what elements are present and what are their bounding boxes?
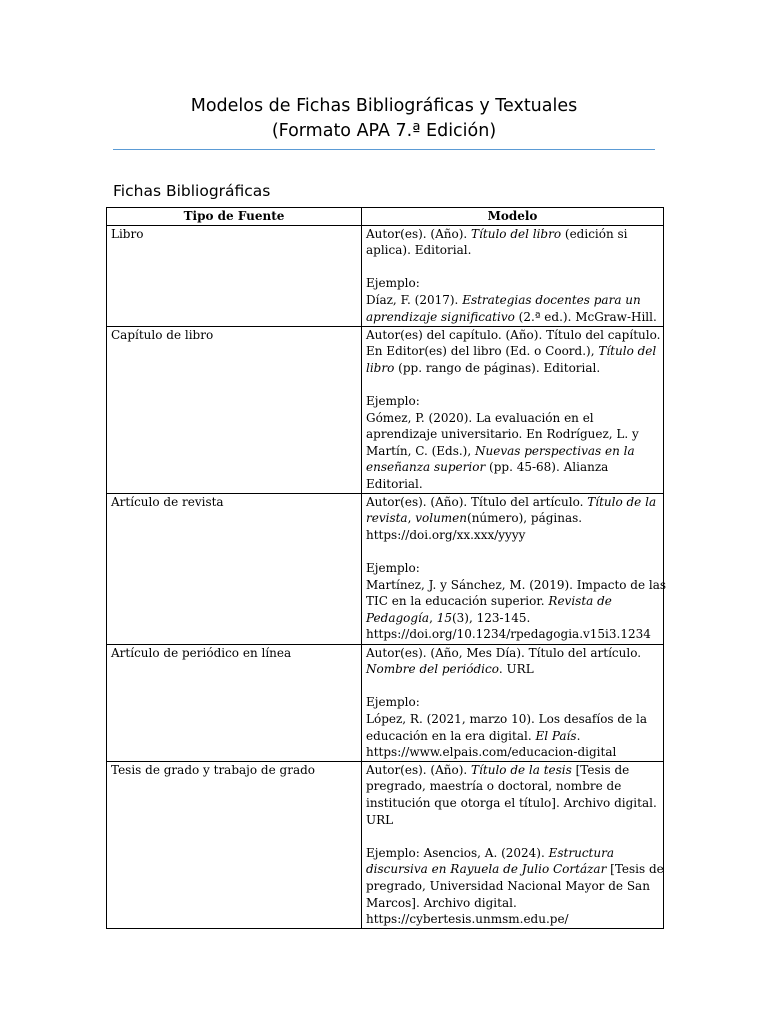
model-text-line (366, 560, 659, 577)
table-row (107, 493, 664, 644)
model-text-line (366, 661, 659, 678)
model-cell (362, 225, 664, 326)
model-text-line (366, 911, 659, 928)
italic-text-segment: revista (366, 511, 408, 526)
italic-text-segment: enseñanza superior (366, 460, 486, 475)
text-segment: Marcos]. Archivo digital. (366, 895, 517, 910)
model-cell (362, 493, 667, 644)
italic-text-segment: 15 (436, 610, 452, 625)
italic-text-segment: Estructura (548, 845, 614, 860)
table-header-row (107, 208, 664, 226)
table-row (107, 225, 664, 326)
model-text-line (366, 343, 659, 360)
italic-text-segment: Título de la tesis (471, 762, 572, 777)
text-segment: . (576, 728, 581, 743)
source-type-label: Capítulo de libro (111, 327, 214, 342)
model-text-line (366, 393, 659, 410)
model-cell (362, 761, 664, 928)
italic-text-segment: Título de la (587, 494, 657, 509)
source-type-cell (107, 493, 362, 644)
model-text-line (366, 610, 659, 627)
source-type-label: Tesis de grado y trabajo de grado (111, 762, 316, 777)
italic-text-segment: Título del (598, 344, 657, 359)
text-segment: Ejemplo: (366, 276, 420, 291)
text-segment: aprendizaje universitario. En Rodríguez, L. y (366, 427, 639, 442)
column-header-model: Modelo (362, 208, 664, 226)
text-segment: URL (366, 812, 394, 827)
text-segment: Ejemplo: (366, 560, 420, 575)
source-type-cell (107, 225, 362, 326)
text-segment: . URL (498, 662, 534, 677)
text-segment: Autor(es) del capítulo. (Año). Título del capítulo. (366, 327, 661, 342)
italic-text-segment: volumen (415, 511, 468, 526)
table-row (107, 644, 664, 761)
source-type-label: Libro (111, 226, 144, 241)
model-text-line (366, 795, 659, 812)
text-segment: Díaz, F. (2017). (366, 292, 463, 307)
model-text-line (366, 895, 659, 912)
text-segment: Ejemplo: (366, 695, 420, 710)
italic-text-segment: Revista de (548, 594, 612, 609)
italic-text-segment: discursiva en Rayuela de Julio Cortázar (366, 862, 607, 877)
model-text-line (366, 275, 659, 292)
model-text-line (366, 242, 659, 259)
model-text-line (366, 410, 659, 427)
text-segment: institución que otorga el título]. Archivo digital. (366, 795, 657, 810)
text-segment: Autor(es). (Año, Mes Día). Título del artículo. (366, 645, 642, 660)
text-segment: Ejemplo: (366, 393, 420, 408)
blank-line (366, 828, 659, 845)
italic-text-segment: libro (366, 360, 395, 375)
text-segment: (edición si (561, 226, 628, 241)
model-text-line (366, 309, 659, 326)
model-text-line (366, 527, 659, 544)
title-divider (113, 149, 655, 150)
table-row (107, 326, 664, 493)
column-header-source-type: Tipo de Fuente (107, 208, 362, 226)
italic-text-segment: Pedagogía (366, 610, 430, 625)
source-type-cell (107, 326, 362, 493)
text-segment: (2.ª ed.). McGraw-Hill. (514, 309, 657, 324)
model-text-line (366, 360, 659, 377)
model-cell (362, 326, 664, 493)
model-text-line (366, 861, 664, 878)
text-segment: Martínez, J. y Sánchez, M. (2019). Impacto de las (366, 577, 667, 592)
model-text-line (366, 744, 659, 761)
source-type-cell (107, 761, 362, 928)
text-segment: (pp. rango de páginas). Editorial. (394, 360, 601, 375)
italic-text-segment: Título del libro (471, 226, 562, 241)
text-segment: Autor(es). (Año). (366, 226, 472, 241)
model-text-line (366, 812, 659, 829)
model-text-line (366, 762, 659, 779)
model-text-line (366, 226, 659, 243)
italic-text-segment: Estrategias docentes para un (462, 292, 641, 307)
blank-line (366, 678, 659, 695)
italic-text-segment: Nuevas perspectivas en la (474, 443, 635, 458)
model-text-line (366, 778, 659, 795)
model-text-line (366, 845, 659, 862)
model-text-line (366, 878, 659, 895)
source-type-label: Artículo de periódico en línea (111, 645, 292, 660)
model-text-line (366, 577, 667, 594)
section-heading: Fichas Bibliográficas (113, 182, 271, 200)
model-text-line (366, 510, 659, 527)
text-segment: TIC en la educación superior. (366, 594, 549, 609)
model-text-line (366, 292, 659, 309)
text-segment: (3), 123-145. (451, 610, 531, 625)
text-segment: , (407, 511, 416, 526)
model-text-line (366, 711, 659, 728)
model-text-line (366, 728, 659, 745)
text-segment: López, R. (2021, marzo 10). Los desafíos de la (366, 711, 647, 726)
model-text-line (366, 694, 659, 711)
text-segment: pregrado, maestría o doctoral, nombre de (366, 779, 622, 794)
text-segment: (pp. 45-68). Alianza (485, 460, 609, 475)
blank-line (366, 259, 659, 276)
document-title-line1: Modelos de Fichas Bibliográficas y Textuales (190, 96, 578, 116)
text-segment: [Tesis de (571, 762, 630, 777)
text-segment: Martín, C. (Eds.), (366, 443, 475, 458)
model-text-line (366, 476, 659, 493)
text-segment: aplica). Editorial. (366, 243, 472, 258)
italic-text-segment: aprendizaje significativo (366, 309, 515, 324)
model-text-line (366, 443, 659, 460)
source-type-cell (107, 644, 362, 761)
table-row (107, 761, 664, 928)
text-segment: https://www.elpais.com/educacion-digital (366, 745, 617, 760)
blank-line (366, 543, 659, 560)
text-segment: Autor(es). (Año). (366, 762, 472, 777)
bibliographic-cards-table (106, 207, 667, 929)
source-type-label: Artículo de revista (111, 494, 224, 509)
text-segment: (número), páginas. (467, 511, 583, 526)
document-title-line2: (Formato APA 7.ª Edición) (271, 121, 497, 141)
model-text-line (366, 593, 659, 610)
model-text-line (366, 327, 659, 344)
text-segment: Ejemplo: Asencios, A. (2024). (366, 845, 549, 860)
model-text-line (366, 645, 659, 662)
text-segment: https://doi.org/10.1234/rpedagogia.v15i3.1234 (366, 627, 651, 642)
text-segment: Autor(es). (Año). Título del artículo. (366, 494, 588, 509)
model-text-line (366, 426, 659, 443)
italic-text-segment: Nombre del periódico (366, 662, 499, 677)
text-segment: https://cybertesis.unmsm.edu.pe/ (366, 912, 569, 927)
italic-text-segment: El País (535, 728, 577, 743)
text-segment: pregrado, Universidad Nacional Mayor de San (366, 878, 650, 893)
model-text-line (366, 626, 659, 643)
text-segment: Gómez, P. (2020). La evaluación en el (366, 410, 594, 425)
text-segment: https://doi.org/xx.xxx/yyyy (366, 527, 526, 542)
blank-line (366, 376, 659, 393)
text-segment: Editorial. (366, 476, 423, 491)
model-text-line (366, 459, 659, 476)
model-cell (362, 644, 664, 761)
text-segment: , (429, 610, 437, 625)
model-text-line (366, 494, 659, 511)
text-segment: En Editor(es) del libro (Ed. o Coord.), (366, 344, 599, 359)
text-segment: [Tesis de (606, 862, 664, 877)
text-segment: educación en la era digital. (366, 728, 536, 743)
